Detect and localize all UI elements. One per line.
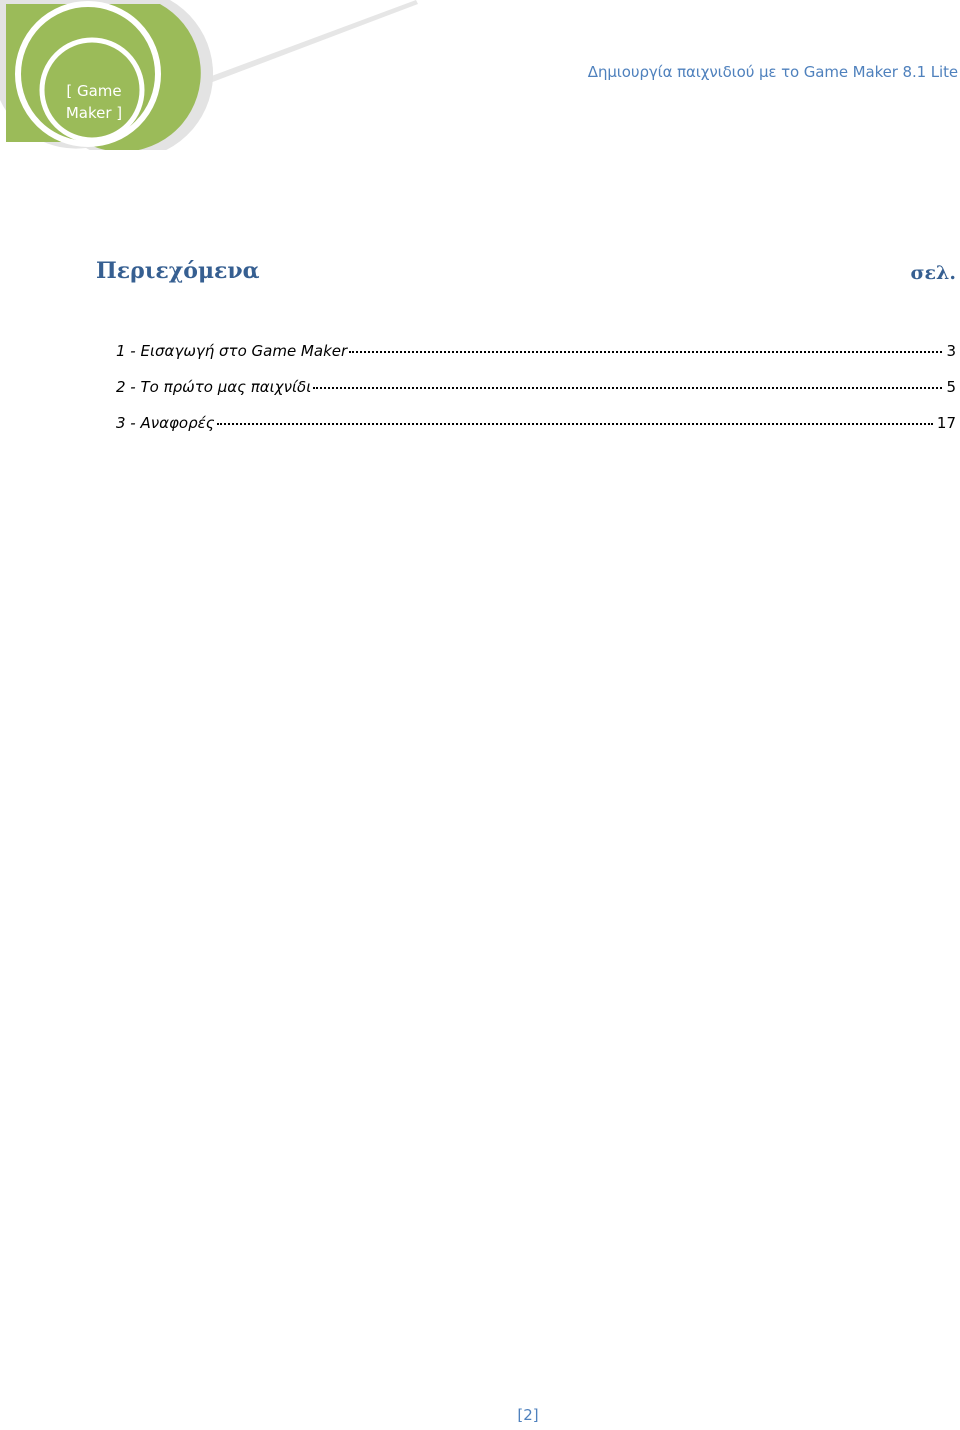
toc-entry[interactable]	[116, 342, 958, 378]
toc-page-column-label: σελ.	[910, 262, 956, 284]
footer-page-number: [2]	[517, 1406, 539, 1424]
logo-line-2: Maker ]	[65, 104, 123, 122]
toc-heading: Περιεχόμενα	[96, 258, 260, 284]
logo-graphic-icon	[0, 0, 420, 150]
header-logo	[0, 0, 420, 150]
toc-entry-title[interactable]: 1 - Εισαγωγή στο Game Maker	[116, 342, 348, 360]
toc-dot-leader	[313, 387, 942, 389]
toc-entry-title[interactable]: 3 - Αναφορές	[116, 414, 215, 432]
toc-list	[116, 342, 958, 450]
toc-entry[interactable]	[116, 414, 958, 450]
toc-entry-title[interactable]: 2 - Το πρώτο μας παιχνίδι	[116, 378, 312, 396]
toc-entry-page[interactable]: 5	[946, 378, 956, 396]
toc-entry-page[interactable]: 3	[946, 342, 956, 360]
document-header-title: Δημιουργία παιχνιδιού με το Game Maker 8.1 Lite	[587, 63, 958, 81]
logo-line-1: [ Game	[66, 82, 122, 100]
toc-dot-leader	[349, 351, 942, 353]
toc-dot-leader	[217, 423, 933, 425]
toc-entry-page[interactable]: 17	[936, 414, 956, 432]
toc-entry[interactable]	[116, 378, 958, 414]
logo-text	[44, 80, 144, 124]
